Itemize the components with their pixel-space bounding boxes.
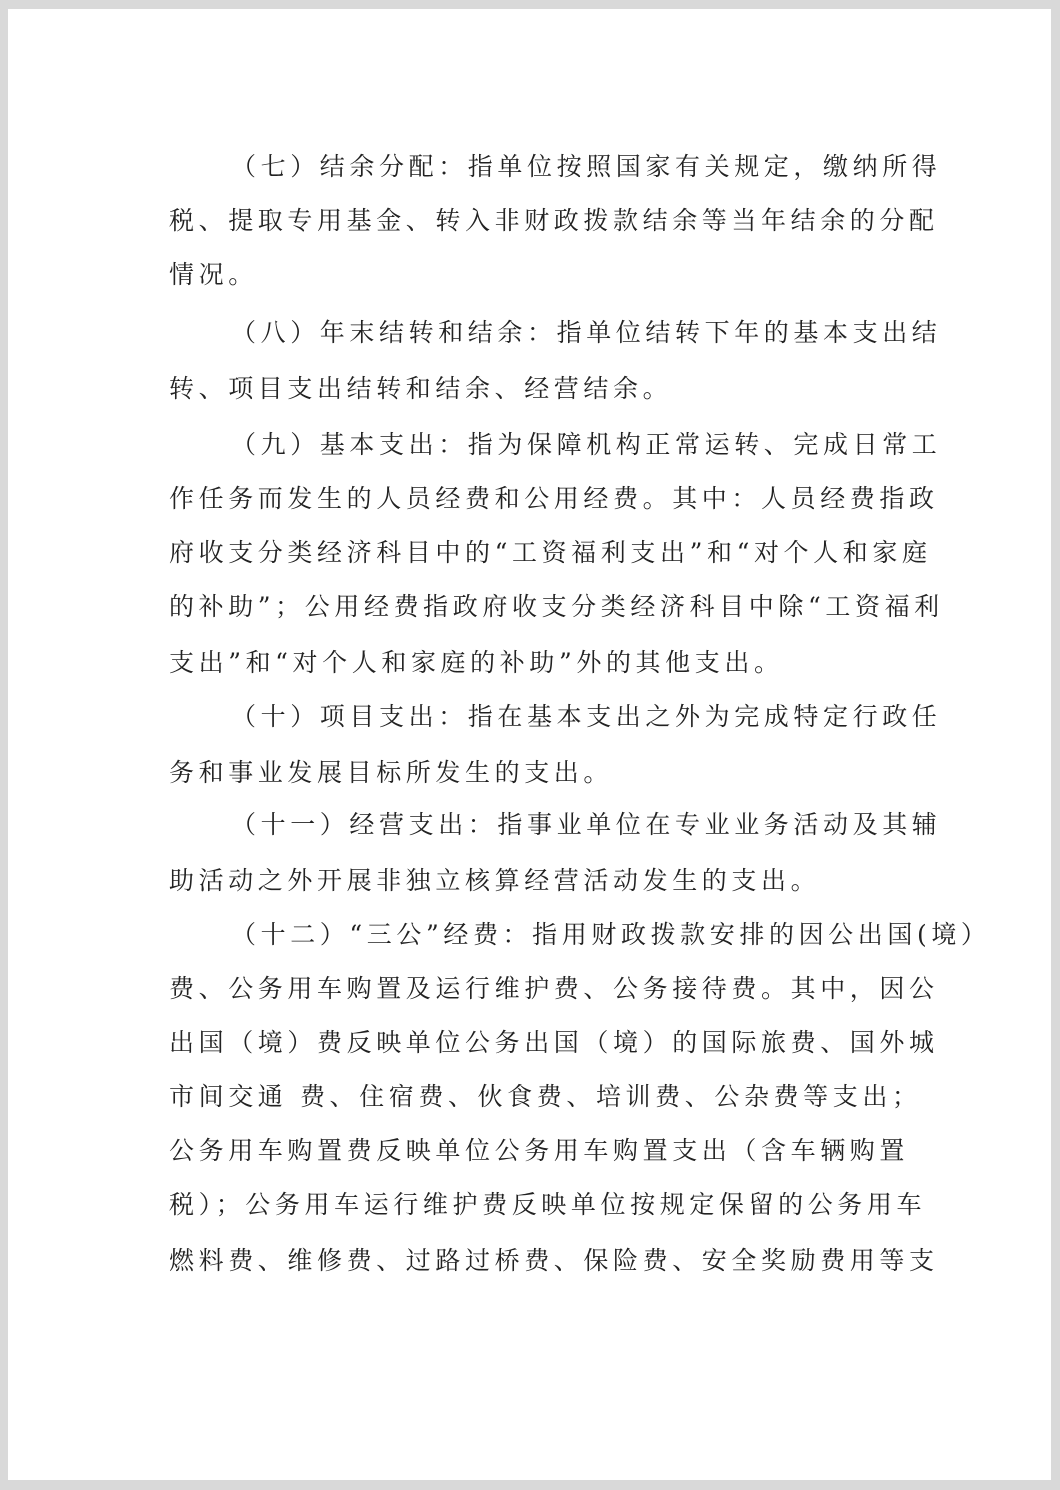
text-line: 燃料费、维修费、过路过桥费、保险费、安全奖励费用等支 xyxy=(169,1246,939,1275)
text-line: （八）年末结转和结余：指单位结转下年的基本支出结 xyxy=(231,318,942,347)
text-line: 费、公务用车购置及运行维护费、公务接待费。其中，因公 xyxy=(169,974,939,1003)
text-line: （九）基本支出：指为保障机构正常运转、完成日常工 xyxy=(231,430,942,459)
text-line: 府收支分类经济科目中的“工资福利支出”和“对个人和家庭 xyxy=(169,538,932,567)
text-line: 税）；公务用车运行维护费反映单位按规定保留的公务用车 xyxy=(169,1190,927,1219)
text-line: 支出”和“对个人和家庭的补助”外的其他支出。 xyxy=(169,648,784,677)
text-line: 出国（境）费反映单位公务出国（境）的国际旅费、国外城 xyxy=(169,1028,939,1057)
text-line: 税、提取专用基金、转入非财政拨款结余等当年结余的分配 xyxy=(169,206,939,235)
text-line: 作任务而发生的人员经费和公用经费。其中：人员经费指政 xyxy=(169,484,939,513)
text-line: 转、项目支出结转和结余、经营结余。 xyxy=(169,374,673,403)
text-line: 情况。 xyxy=(169,260,258,289)
text-line: （十）项目支出：指在基本支出之外为完成特定行政任 xyxy=(231,702,942,731)
text-line: 务和事业发展目标所发生的支出。 xyxy=(169,758,614,787)
text-line: 公务用车购置费反映单位公务用车购置支出（含车辆购置 xyxy=(169,1136,910,1165)
text-line: 的补助”；公用经费指政府收支分类经济科目中除“工资福利 xyxy=(169,592,944,621)
document-page xyxy=(8,9,1051,1480)
text-line: 助活动之外开展非独立核算经营活动发生的支出。 xyxy=(169,866,821,895)
text-line: （十二）“三公”经费：指用财政拨款安排的因公出国(境） xyxy=(231,920,991,949)
text-line: 市间交通 费、住宿费、伙食费、培训费、公杂费等支出； xyxy=(169,1082,922,1111)
text-line: （七）结余分配：指单位按照国家有关规定，缴纳所得 xyxy=(231,152,942,181)
text-line: （十一）经营支出：指事业单位在专业业务活动及其辅 xyxy=(231,810,942,839)
